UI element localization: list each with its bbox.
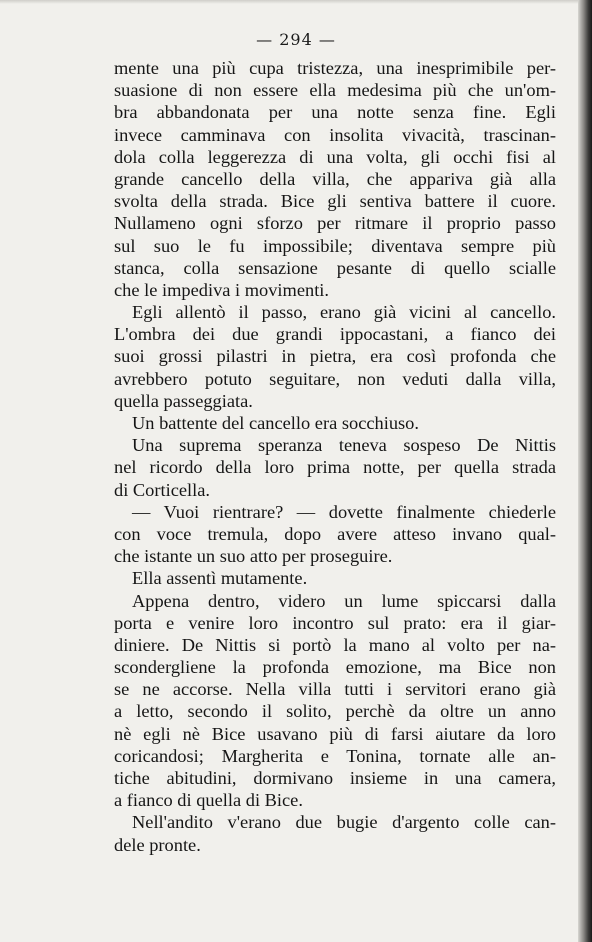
text-line: invece camminava con insolita vivacità, trascinan- — [114, 124, 556, 145]
text-line: a letto, secondo il solito, perchè da oltre un anno — [114, 701, 556, 722]
text-line: suasione di non essere ella medesima più che un'om- — [114, 80, 556, 101]
text-line: grande cancello della villa, che appariva già alla — [114, 168, 556, 189]
text-line: dola colla leggerezza di una volta, gli occhi fisi al — [114, 146, 556, 167]
body-text — [114, 57, 556, 856]
page-top-edge — [0, 0, 592, 4]
page-number: — 294 — — [256, 30, 336, 49]
text-line: Ella assentì mutamente. — [132, 568, 308, 589]
text-line: nel ricordo della loro prima notte, per quella strada — [114, 457, 556, 478]
text-line: a fianco di quella di Bice. — [114, 790, 303, 811]
text-line: che le impediva i movimenti. — [114, 279, 330, 300]
text-line: Egli allentò il passo, erano già vicini al cancello. — [132, 302, 556, 323]
text-line: scondergliene la profonda emozione, ma Bice non — [114, 657, 556, 678]
text-line: bra abbandonata per una notte senza fine. Egli — [114, 102, 556, 123]
text-line: Una suprema speranza teneva sospeso De Nittis — [132, 435, 556, 456]
text-line: Nullameno ogni sforzo per ritmare il proprio passo — [114, 213, 556, 234]
text-line: che istante un suo atto per proseguire. — [114, 546, 393, 567]
text-line: sul suo le fu impossibile; diventava sempre più — [114, 235, 556, 256]
text-line: mente una più cupa tristezza, una inesprimibile per- — [114, 58, 556, 78]
text-line: dele pronte. — [114, 834, 201, 855]
text-line: con voce tremula, dopo avere atteso invano qual- — [114, 523, 556, 544]
text-line: nè egli nè Bice usavano più di farsi aiutare da loro — [114, 723, 556, 744]
text-line: quella passeggiata. — [114, 390, 253, 411]
text-line: — Vuoi rientrare? — dovette finalmente chiederle — [132, 501, 556, 522]
text-line: Appena dentro, videro un lume spiccarsi dalla — [132, 590, 556, 611]
text-line: se ne accorse. Nella villa tutti i servitori erano già — [114, 679, 556, 700]
text-line: stanca, colla sensazione pesante di quello scialle — [114, 257, 556, 278]
text-line: diniere. De Nittis si portò la mano al volto per na- — [114, 634, 556, 655]
text-line: L'ombra dei due grandi ippocastani, a fianco dei — [114, 324, 556, 345]
text-line: suoi grossi pilastri in pietra, era così profonda che — [114, 346, 556, 367]
text-line: svolta della strada. Bice gli sentiva battere il cuore. — [114, 191, 556, 212]
text-line: coricandosi; Margherita e Tonina, tornate alle an- — [114, 745, 556, 766]
text-line: tiche abitudini, dormivano insieme in una camera, — [114, 768, 556, 788]
text-line: Nell'andito v'erano due bugie d'argento colle can- — [132, 812, 556, 833]
text-line: porta e venire loro incontro sul prato: era il giar- — [114, 612, 556, 633]
text-line: avrebbero potuto seguitare, non veduti dalla villa, — [114, 368, 556, 389]
text-line: Un battente del cancello era socchiuso. — [132, 413, 419, 433]
page-gutter-shadow — [578, 0, 592, 942]
text-line: di Corticella. — [114, 479, 211, 500]
